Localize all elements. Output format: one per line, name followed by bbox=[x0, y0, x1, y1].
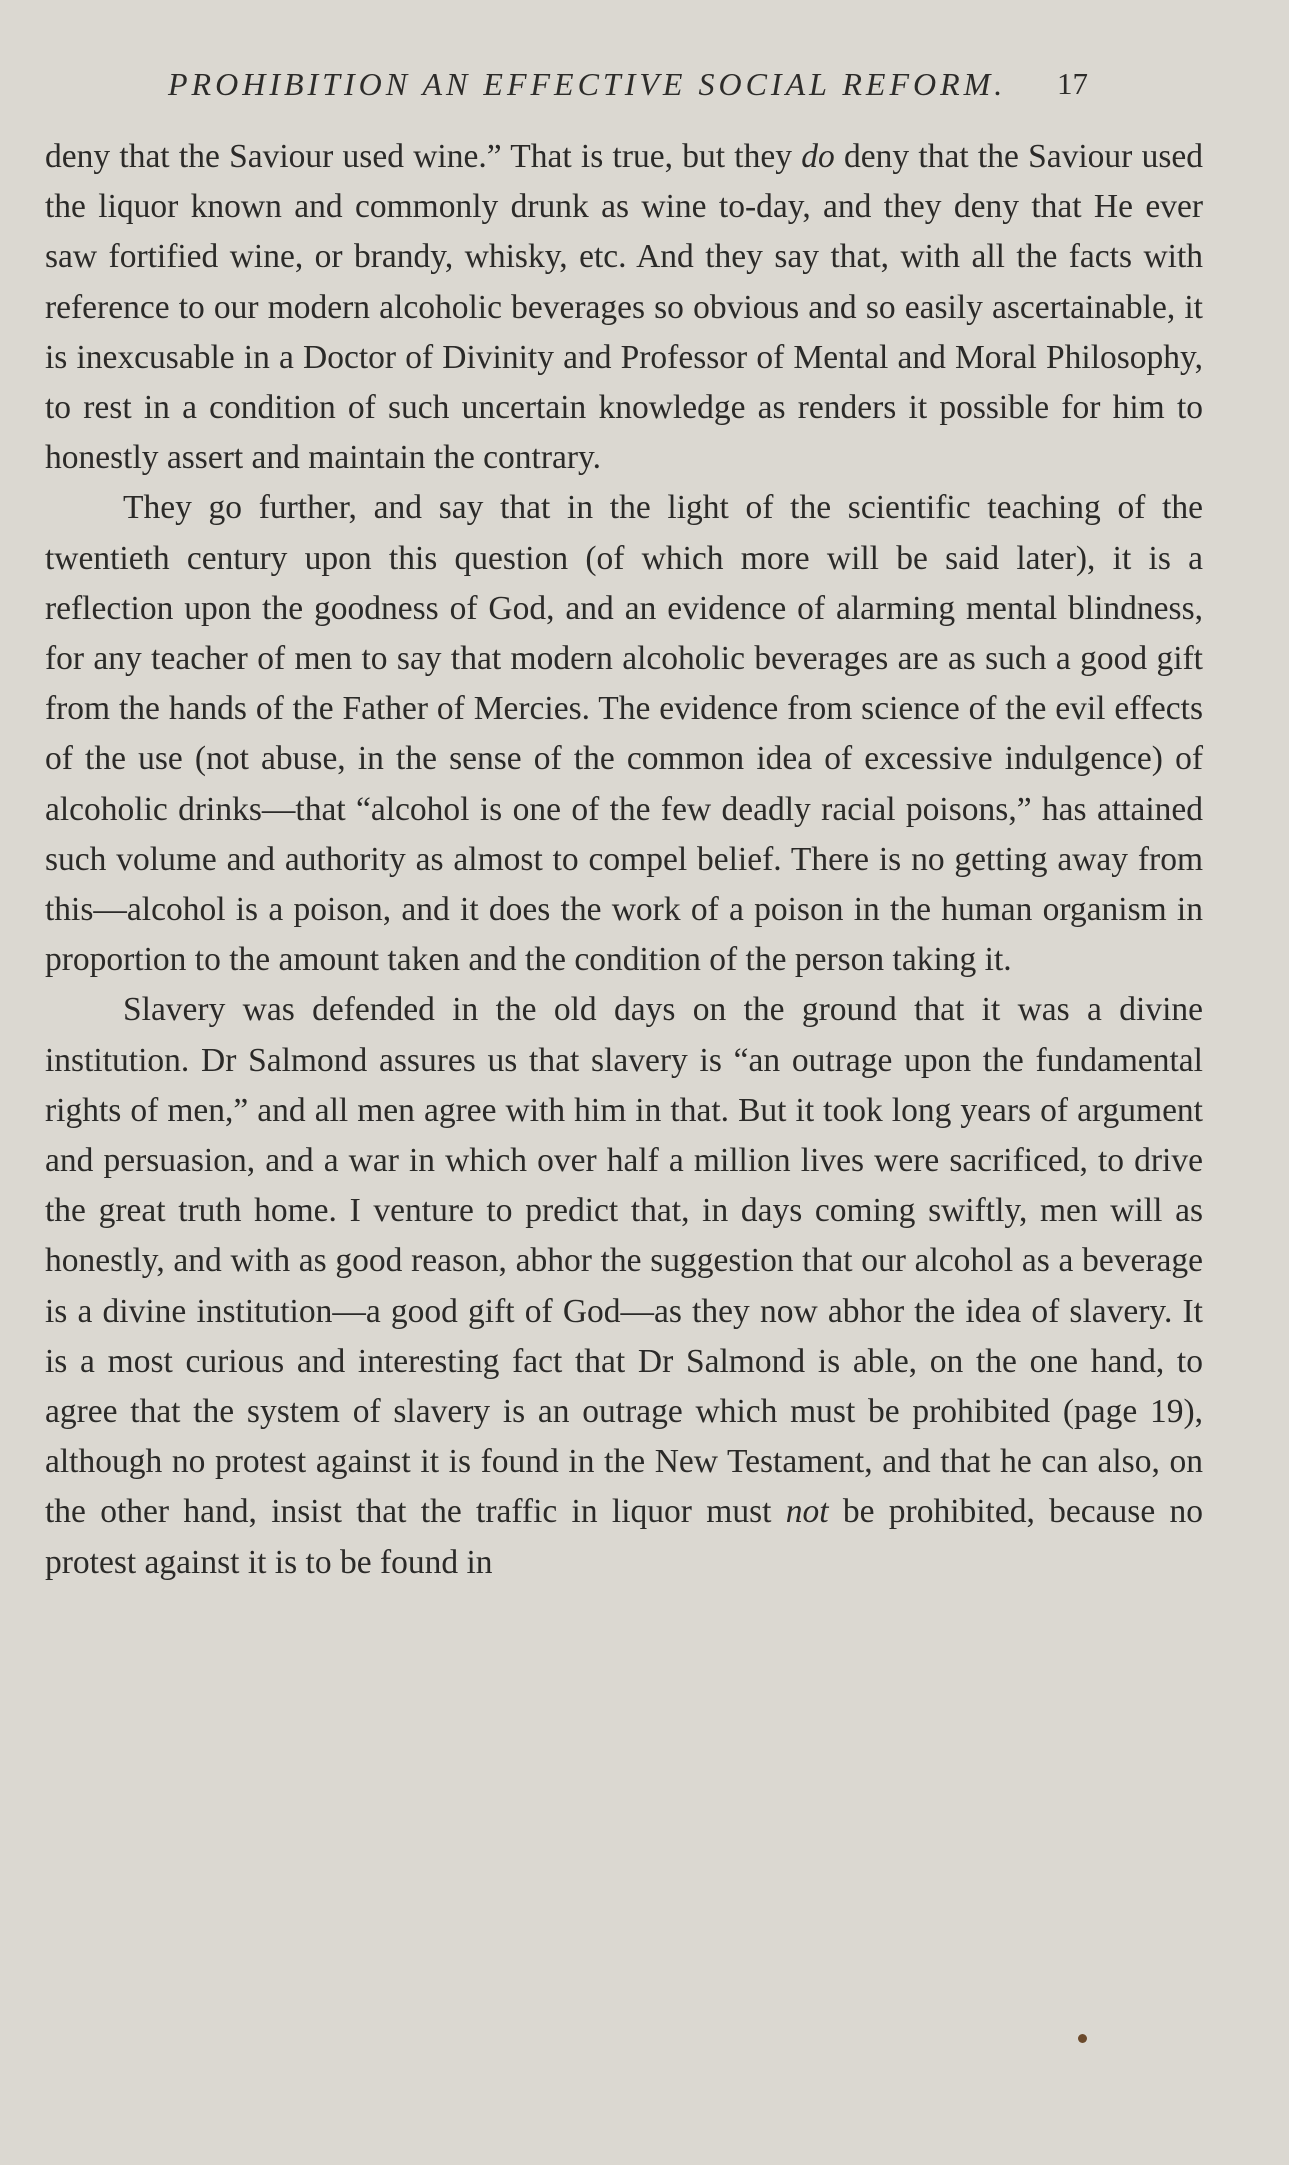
paragraph-3-italic-not: not bbox=[785, 1493, 829, 1531]
paragraph-1-text-b: deny that the Saviour used the liquor known and commonly drunk as wine to-day, and they deny that He ever saw fortified wine, or brandy, whisky, etc. And they say that, with all the facts with reference to our modern alcoholic beverages so obvious and so easily ascertainable, it is inexcusable in a Doctor of Divinity and Professor of Mental and Moral Philosophy, to rest in a condition of such uncertain knowledge as renders it possible for him to honestly assert and maintain the contrary. bbox=[45, 138, 1203, 477]
running-title: PROHIBITION AN EFFECTIVE SOCIAL REFORM. bbox=[168, 66, 1007, 102]
paragraph-1-italic-do: do bbox=[801, 138, 835, 175]
page-number: 17 bbox=[1057, 66, 1088, 101]
paragraph-2: They go further, and say that in the light of the scientific teaching of the twentieth century upon this question (of which more will be said later), it is a reflection upon the goodness of God, and an evidence of alarming mental blindness, for any teacher of men to say that modern alcoholic beverages are as such a good gift from the hands of the Father of Mercies. The evidence from science of the evil effects of the use (not abuse, in the sense of the common idea of excessive indulgence) of alcoholic drinks—that “alcohol is one of the few deadly racial poisons,” has attained such volume and authority as almost to compel belief. There is no getting away from this—alcohol is a poison, and it does the work of a poison in the human organism in proportion to the amount taken and the condition of the person taking it. bbox=[45, 489, 1203, 979]
body-text bbox=[45, 132, 1203, 1588]
paragraph-3 bbox=[45, 985, 1203, 1587]
paragraph-1-text-a: deny that the Saviour used wine.” That is true, but they bbox=[45, 138, 802, 175]
paragraph-3-text-b: be prohibited, because no protest against it is to be found in bbox=[45, 1493, 1203, 1581]
paragraph-3-text-a: Slavery was defended in the old days on the ground that it was a divine institution. Dr Salmond assures us that slavery is “an outrage upon the fundamental rights of men,” and all men agree with him in that. But it took long years of argument and persuasion, and a war in which over half a million lives were sacrificed, to drive the great truth home. I venture to predict that, in days coming swiftly, men will as honestly, and with as good reason, abhor the suggestion that our alcohol as a beverage is a divine institution—a good gift of God—as they now abhor the idea of slavery. It is a most curious and interesting fact that Dr Salmond is able, on the one hand, to agree that the system of slavery is an outrage which must be prohibited (page 19), although no protest against it is found in the New Testament, and that he can also, on the other hand, insist that the traffic in liquor must bbox=[45, 991, 1203, 1531]
running-header bbox=[168, 66, 1088, 110]
paper-speck bbox=[1078, 2034, 1087, 2043]
paragraph-1 bbox=[45, 132, 1203, 483]
